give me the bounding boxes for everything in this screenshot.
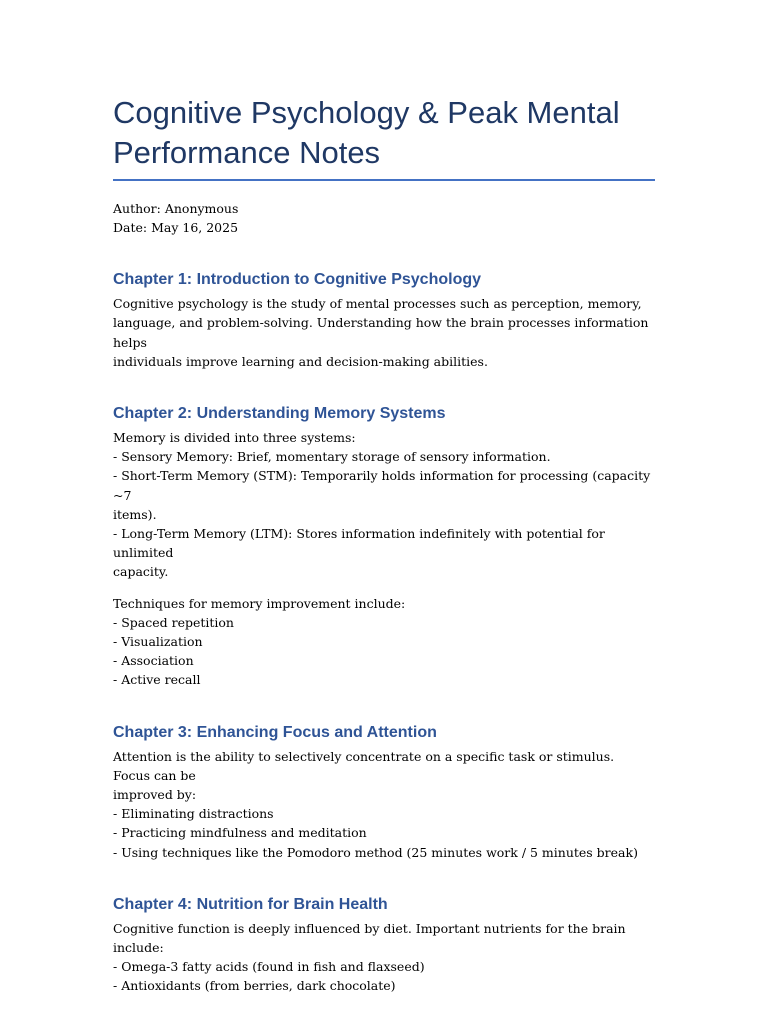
date-line: Date: May 16, 2025	[113, 219, 239, 235]
list-item: - Association	[113, 653, 194, 669]
list-item: - Practicing mindfulness and meditation	[113, 825, 367, 841]
text-line: improved by:	[113, 787, 197, 803]
chapter-paragraph	[113, 919, 655, 996]
chapter-heading: Chapter 3: Enhancing Focus and Attention	[113, 723, 437, 741]
text-line: Cognitive function is deeply influenced by diet. Important nutrients for the brain include:	[113, 920, 626, 956]
text-line: Attention is the ability to selectively concentrate on a specific task or stimulus. Focus can be	[113, 748, 615, 783]
text-line: Cognitive psychology is the study of mental processes such as perception, memory,	[113, 296, 642, 312]
chapter-paragraph	[113, 594, 655, 690]
chapter-section	[113, 269, 655, 371]
chapter-paragraph	[113, 747, 655, 862]
list-item: - Short-Term Memory (STM): Temporarily holds information for processing (capacity ~7	[113, 468, 651, 503]
text-line: items).	[113, 506, 157, 522]
text-line: individuals improve learning and decision-making abilities.	[113, 353, 488, 369]
title-divider	[113, 179, 655, 181]
list-item: - Using techniques like the Pomodoro method (25 minutes work / 5 minutes break)	[113, 844, 638, 860]
chapter-section	[113, 403, 655, 690]
list-item: - Visualization	[113, 634, 203, 650]
document-page	[113, 93, 655, 996]
chapter-heading: Chapter 2: Understanding Memory Systems	[113, 405, 446, 422]
list-item: - Antioxidants (from berries, dark chocolate)	[113, 978, 396, 994]
text-line: capacity.	[113, 564, 169, 580]
list-item: - Sensory Memory: Brief, momentary storage of sensory information.	[113, 449, 551, 465]
text-line: Memory is divided into three systems:	[113, 430, 356, 445]
chapter-heading: Chapter 1: Introduction to Cognitive Psychology	[113, 271, 482, 289]
chapters-container	[113, 269, 655, 995]
chapter-paragraph	[113, 428, 655, 582]
author-line: Author: Anonymous	[113, 201, 239, 216]
chapter-paragraph	[113, 294, 655, 371]
list-item: - Long-Term Memory (LTM): Stores information indefinitely with potential for unlimited	[113, 526, 605, 561]
list-item: - Omega-3 fatty acids (found in fish and flaxseed)	[113, 959, 425, 975]
document-meta	[113, 200, 655, 237]
text-line: language, and problem-solving. Understanding how the brain processes information helps	[113, 315, 649, 350]
document-title: Cognitive Psychology & Peak Mental Performance Notes	[113, 95, 620, 170]
chapter-heading: Chapter 4: Nutrition for Brain Health	[113, 895, 388, 913]
text-line: Techniques for memory improvement include:	[113, 595, 406, 611]
list-item: - Eliminating distractions	[113, 806, 274, 822]
list-item: - Active recall	[113, 672, 201, 688]
chapter-section	[113, 894, 655, 996]
list-item: - Spaced repetition	[113, 614, 234, 630]
chapter-section	[113, 722, 655, 862]
